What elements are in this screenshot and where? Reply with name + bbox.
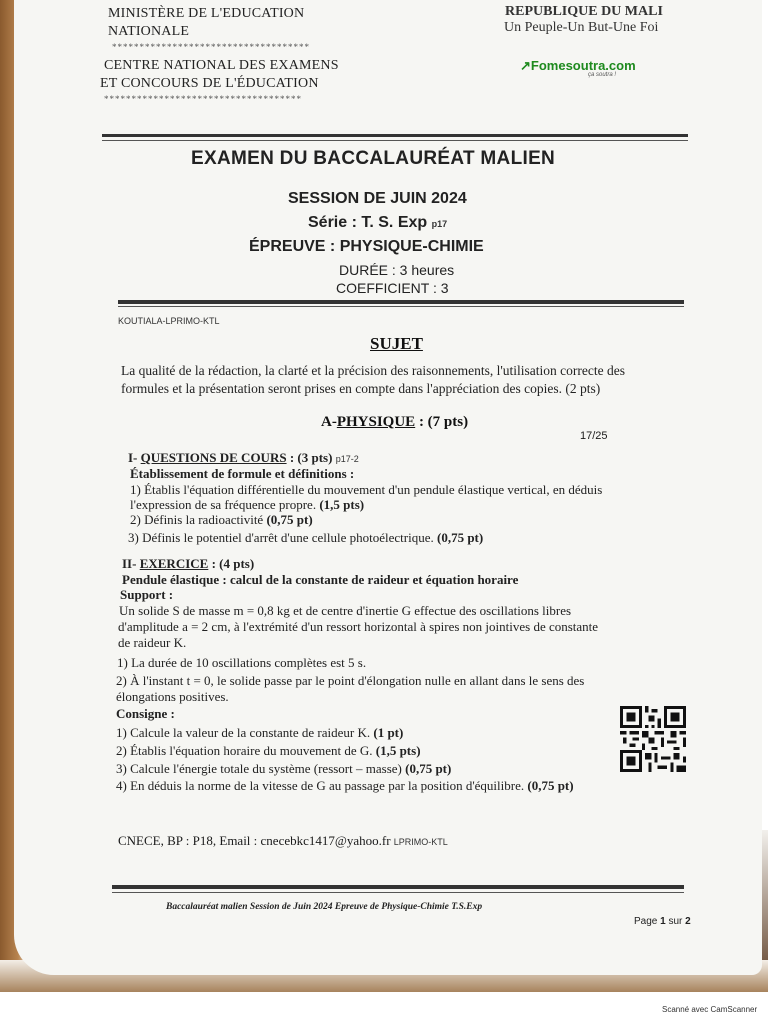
page-current: 1 xyxy=(660,916,666,927)
consigne-4 xyxy=(116,778,574,793)
centre-line1: CENTRE NATIONAL DES EXAMENS xyxy=(104,58,339,73)
q1-item1b xyxy=(130,497,364,512)
ministry-line2: NATIONALE xyxy=(108,24,190,39)
exam-coefficient: COEFFICIENT : 3 xyxy=(336,280,449,296)
physique-prefix: A- xyxy=(321,414,337,430)
page-mid: sur xyxy=(665,916,686,927)
exam-duree: DURÉE : 3 heures xyxy=(339,262,455,278)
footer-contact xyxy=(118,833,448,849)
exercise-points: : (4 pts) xyxy=(208,556,255,571)
exam-session: SESSION DE JUIN 2024 xyxy=(288,190,467,207)
exercise-prefix: II- xyxy=(122,556,140,571)
q1-item3-pts: (0,75 pt) xyxy=(437,530,484,545)
consigne-2-pts: (1,5 pts) xyxy=(375,743,421,758)
exam-serie xyxy=(308,214,447,232)
footer-rule xyxy=(112,885,684,889)
q1-item3 xyxy=(128,530,483,545)
title-rule xyxy=(118,300,684,304)
header-rule-top xyxy=(102,134,688,137)
qr-code xyxy=(620,706,686,772)
consigne-3 xyxy=(116,761,451,776)
consigne-heading: Consigne : xyxy=(116,706,175,721)
consigne-2 xyxy=(116,743,421,758)
intro-line2: formules et la présentation seront prises en compte dans l'appréciation des copies. (2 pts) xyxy=(121,381,601,396)
ministry-line1: MINISTÈRE DE L'EDUCATION xyxy=(108,6,305,21)
serie-text: Série : T. S. Exp xyxy=(308,214,428,231)
q1-points: : (3 pts) xyxy=(286,450,333,465)
support-line6: élongations positives. xyxy=(116,689,229,704)
support-line1: Un solide S de masse m = 0,8 kg et de centre d'inertie G effectue des oscillations libres xyxy=(119,603,572,618)
consigne-3-text: 3) Calcule l'énergie totale du système (ressort – masse) xyxy=(116,761,406,776)
exercise-heading xyxy=(122,556,254,571)
consigne-3-pts: (0,75 pt) xyxy=(405,761,452,776)
consigne-2-text: 2) Établis l'équation horaire du mouvement de G. xyxy=(116,743,376,758)
consigne-1-text: 1) Calcule la valeur de la constante de raideur K. xyxy=(116,725,374,740)
consigne-1 xyxy=(116,725,403,740)
logo-arrow-icon: ↗ xyxy=(520,58,531,73)
intro-line1: La qualité de la rédaction, la clarté et la précision des raisonnements, l'utilisation correcte des xyxy=(121,363,625,378)
consigne-4-pts: (0,75 pt) xyxy=(527,778,574,793)
consigne-4-text: 4) En déduis la norme de la vitesse de G au passage par la position d'équilibre. xyxy=(116,778,528,793)
location-tag: KOUTIALA-LPRIMO-KTL xyxy=(118,316,220,326)
exam-title: EXAMEN DU BACCALAURÉAT MALIEN xyxy=(191,148,556,169)
page-number xyxy=(634,916,691,927)
q1-item2-pts: (0,75 pt) xyxy=(266,512,313,527)
support-line5: 2) À l'instant t = 0, le solide passe par le point d'élongation nulle en allant dans le sens des xyxy=(116,673,585,688)
consigne-1-pts: (1 pt) xyxy=(373,725,404,740)
footer-rule-thin xyxy=(112,892,684,893)
republic-title: REPUBLIQUE DU MALI xyxy=(505,4,663,19)
centre-line2: ET CONCOURS DE L'ÉDUCATION xyxy=(100,76,319,91)
fomesoutra-logo xyxy=(520,58,636,74)
q1-prefix: I- xyxy=(128,450,141,465)
serie-tag: p17 xyxy=(431,219,448,229)
q1-item3-text: 3) Définis le potentiel d'arrêt d'une cellule photoélectrique. xyxy=(128,530,437,545)
support-heading: Support : xyxy=(120,587,174,602)
footer-contact-email: kc1417@yahoo.fr xyxy=(296,833,391,848)
exercise-label: EXERCICE xyxy=(139,556,209,571)
q1-item1b-text: l'expression de sa fréquence propre. xyxy=(130,497,320,512)
footer-italic-line: Baccalauréat malien Session de Juin 2024 Epreuve de Physique-Chimie T.S.Exp xyxy=(166,902,483,912)
q1-tag: p17-2 xyxy=(335,454,359,464)
q1-item1a: 1) Établis l'équation différentielle du mouvement d'un pendule élastique vertical, en déduis xyxy=(130,482,603,497)
exercise-title: Pendule élastique : calcul de la constante de raideur et équation horaire xyxy=(122,572,519,587)
physique-heading xyxy=(321,414,468,431)
logo-text: Fomesoutra.com xyxy=(530,58,636,73)
q1-label: QUESTIONS DE COURS xyxy=(140,450,287,465)
page-label: Page xyxy=(634,916,661,927)
exam-epreuve: ÉPREUVE : PHYSIQUE-CHIMIE xyxy=(249,238,484,255)
republic-motto: Un Peuple-Un But-Une Foi xyxy=(504,20,659,35)
q1-item1b-pts: (1,5 pts) xyxy=(319,497,365,512)
support-line3: de raideur K. xyxy=(118,635,187,650)
q1-item2 xyxy=(130,512,313,527)
title-rule-thin xyxy=(118,306,684,307)
page-ref: 17/25 xyxy=(580,430,608,442)
stars-divider-2: ************************************ xyxy=(104,94,302,104)
q1-subtitle: Établissement de formule et définitions : xyxy=(130,466,355,481)
stars-divider: ************************************ xyxy=(112,42,310,52)
logo-tagline: ça soutra ! xyxy=(588,72,617,78)
support-line4: 1) La durée de 10 oscillations complètes est 5 s. xyxy=(117,655,367,670)
support-line2: d'amplitude a = 2 cm, à l'extrémité d'un ressort horizontal à spires non jointives de constante xyxy=(118,619,599,634)
physique-label: PHYSIQUE xyxy=(336,414,416,430)
q1-heading xyxy=(128,450,359,467)
physique-points: : (7 pts) xyxy=(415,414,469,430)
header-rule-top-thin xyxy=(102,140,688,141)
footer-contact-text: CNECE, BP : P18, Email : cneceb xyxy=(118,833,297,848)
page-total: 2 xyxy=(685,916,691,927)
sujet-heading: SUJET xyxy=(370,334,423,353)
q1-item2-text: 2) Définis la radioactivité xyxy=(130,512,267,527)
camscanner-watermark: Scanné avec CamScanner xyxy=(662,1005,758,1014)
footer-contact-tag: LPRIMO-KTL xyxy=(393,837,448,847)
